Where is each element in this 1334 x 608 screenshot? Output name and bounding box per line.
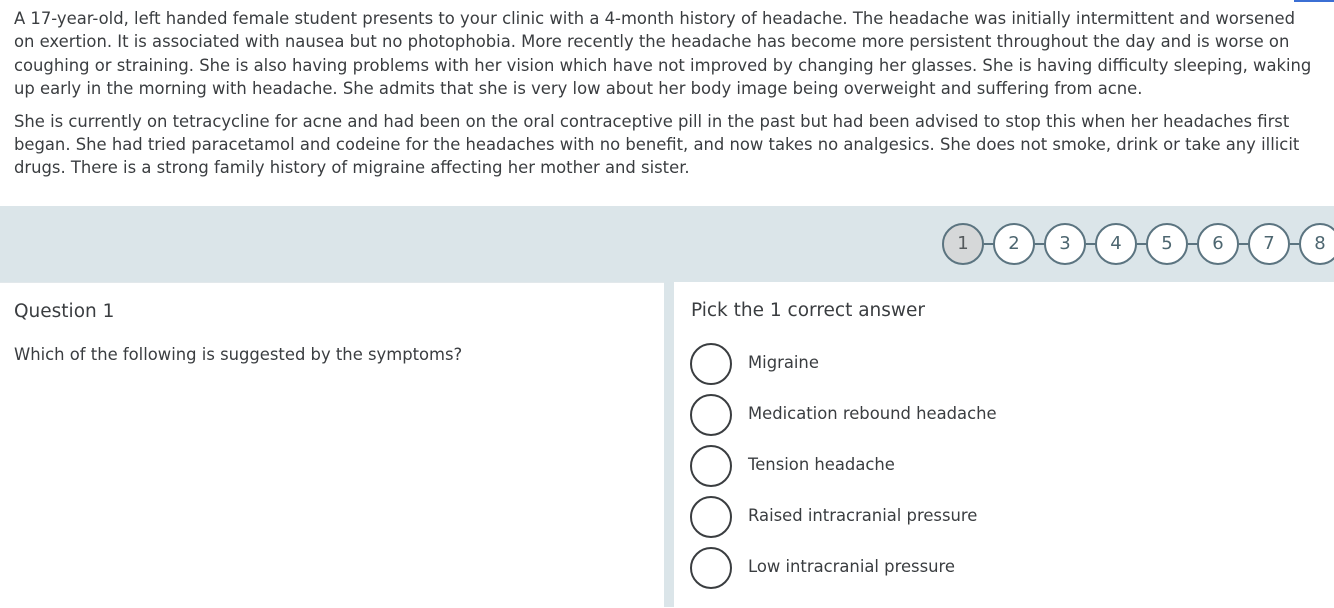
answer-instruction: Pick the 1 correct answer [691,300,926,321]
panel-divider [664,282,674,607]
answer-label[interactable]: Tension headache [748,455,895,474]
answer-label[interactable]: Medication rebound headache [748,404,997,423]
answer-option-3[interactable] [690,445,1310,489]
step-4[interactable]: 4 [1095,223,1137,265]
answer-option-1[interactable] [690,343,1310,387]
step-8[interactable]: 8 [1299,223,1334,265]
question-text: Which of the following is suggested by the symptoms? [14,345,463,364]
question-number: Question 1 [14,301,115,322]
radio-button[interactable] [690,496,732,538]
answer-option-5[interactable] [690,547,1310,591]
radio-button[interactable] [690,394,732,436]
step-5[interactable]: 5 [1146,223,1188,265]
stem-paragraph-2: She is currently on tetracycline for acne and had been on the oral contraceptive pill in the past but had been advised to stop this when her headaches first began. She had tried paracetamol and codeine for the headaches with no benefit, and now takes no analgesics. She does not smoke, drink or take any illicit drugs. There is a strong family history of migraine affecting her mother and sister. [14,111,1300,178]
case-stem [14,7,1320,189]
radio-button[interactable] [690,445,732,487]
answer-panel [674,282,1334,607]
answer-label[interactable]: Migraine [748,353,819,372]
answer-option-2[interactable] [690,394,1310,438]
top-right-accent [1294,0,1334,2]
step-3[interactable]: 3 [1044,223,1086,265]
stem-paragraph-1: A 17-year-old, left handed female student presents to your clinic with a 4-month history of headache. The headache was initially intermittent and worsened on exertion. It is associated with nausea but no photophobia. More recently the headache has become more persistent throughout the day and is worse on coughing or straining. She is also having problems with her vision which have not improved by changing her glasses. She is having difficulty sleeping, waking up early in the morning with headache. She admits that she is very low about her body image being overweight and suffering from acne. [14,9,1312,99]
answer-option-4[interactable] [690,496,1310,540]
radio-button[interactable] [690,343,732,385]
question-panel [0,282,664,608]
step-6[interactable]: 6 [1197,223,1239,265]
step-7[interactable]: 7 [1248,223,1290,265]
answer-label[interactable]: Low intracranial pressure [748,557,955,576]
step-2[interactable]: 2 [993,223,1035,265]
radio-button[interactable] [690,547,732,589]
answer-label[interactable]: Raised intracranial pressure [748,506,978,525]
step-1[interactable]: 1 [942,223,984,265]
